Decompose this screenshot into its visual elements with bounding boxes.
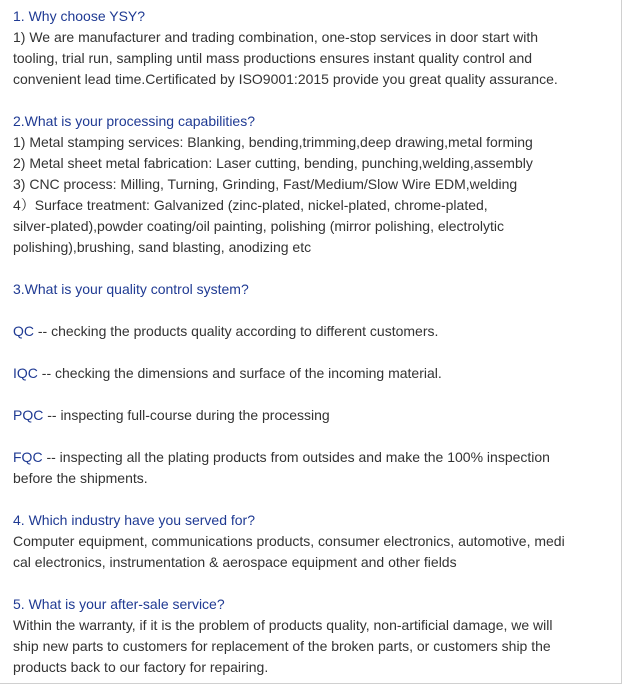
- iqc-item: [13, 363, 608, 384]
- answer-line: Computer equipment, communications products, consumer electronics, automotive, medi: [13, 533, 565, 549]
- pqc-abbr: PQC: [13, 407, 44, 423]
- answer-line: polishing),brushing, sand blasting, anodizing etc: [13, 239, 312, 255]
- answer-line: ship new parts to customers for replacement of the broken parts, or customers ship the: [13, 638, 551, 654]
- answer-line: 1) Metal stamping services: Blanking, bending,trimming,deep drawing,metal forming: [13, 134, 533, 150]
- fqc-text: -- inspecting all the plating products from outsides and make the 100% inspection: [42, 449, 550, 465]
- answer-line: convenient lead time.Certificated by ISO9001:2015 provide you great quality assurance.: [13, 71, 558, 87]
- faq-content: [13, 6, 608, 678]
- iqc-abbr: IQC: [13, 365, 38, 381]
- answer-line: 4）Surface treatment: Galvanized (zinc-plated, nickel-plated, chrome-plated,: [13, 197, 488, 213]
- answer-line: silver-plated),powder coating/oil painting, polishing (mirror polishing, electrolytic: [13, 218, 505, 234]
- answer-line: 1) We are manufacturer and trading combination, one-stop services in door start with: [13, 29, 538, 45]
- answer-line: products back to our factory for repairing.: [13, 659, 269, 675]
- answer-line: Within the warranty, if it is the problem of products quality, non-artificial damage, we will: [13, 617, 553, 633]
- spacer: [13, 573, 608, 594]
- spacer: [13, 300, 608, 321]
- qc-text: -- checking the products quality according to different customers.: [34, 323, 439, 339]
- fqc-text-continued: before the shipments.: [13, 470, 148, 486]
- iqc-text: -- checking the dimensions and surface of the incoming material.: [37, 365, 442, 381]
- qc-item: [13, 321, 608, 342]
- answer-line: cal electronics, instrumentation & aerospace equipment and other fields: [13, 554, 457, 570]
- pqc-item: [13, 405, 608, 426]
- spacer: [13, 90, 608, 111]
- question-quality-control: 3.What is your quality control system?: [13, 281, 249, 297]
- spacer: [13, 342, 608, 363]
- answer-line: tooling, trial run, sampling until mass productions ensures instant quality control and: [13, 50, 533, 66]
- spacer: [13, 258, 608, 279]
- fqc-abbr: FQC: [13, 449, 43, 465]
- question-processing-capabilities: 2.What is your processing capabilities?: [13, 113, 256, 129]
- spacer: [13, 426, 608, 447]
- question-why-choose: 1. Why choose YSY?: [13, 8, 146, 24]
- qc-abbr: QC: [13, 323, 34, 339]
- pqc-text: -- inspecting full-course during the processing: [43, 407, 330, 423]
- spacer: [13, 384, 608, 405]
- answer-line: 3) CNC process: Milling, Turning, Grinding, Fast/Medium/Slow Wire EDM,welding: [13, 176, 518, 192]
- question-after-sale-service: 5. What is your after-sale service?: [13, 596, 225, 612]
- spacer: [13, 489, 608, 510]
- answer-line: 2) Metal sheet metal fabrication: Laser cutting, bending, punching,welding,assembly: [13, 155, 533, 171]
- question-industry-served: 4. Which industry have you served for?: [13, 512, 256, 528]
- fqc-item: [13, 447, 608, 468]
